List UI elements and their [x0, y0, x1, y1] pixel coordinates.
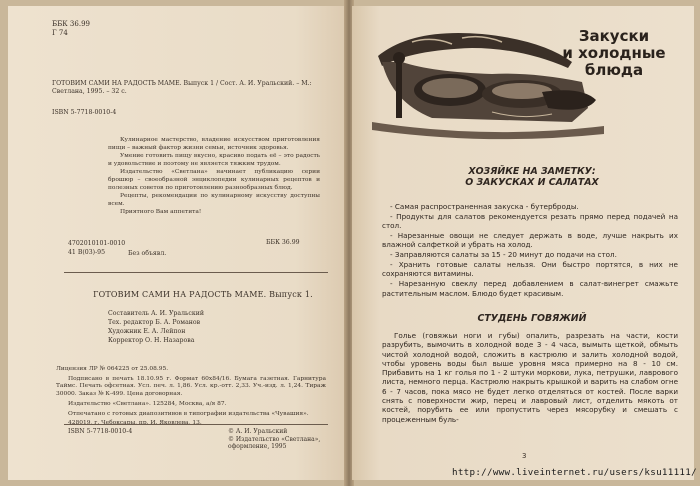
bbk-code-top: ББК 36.99 Г 74 [52, 20, 90, 37]
list-item: - Нарезанную свеклу перед добавлением в салат-винегрет смажьте растительным маслом. Блюдо будет красивым. [382, 279, 678, 298]
watermark-url: http://www.liveinternet.ru/users/ksu11111/ [452, 467, 697, 478]
list-item: - Нарезанные овощи не следует держать в воде, лучше накрыть их влажной салфеткой и убрать на холод. [382, 231, 678, 250]
page-number: 3 [522, 452, 527, 460]
bibliographic-record: ГОТОВИМ САМИ НА РАДОСТЬ МАМЕ. Выпуск 1 / Сост. А. И. Уральский. – М.: Светлана, 1995. – 32 с. [52, 80, 312, 95]
recipe-text: Голье (говяжьи ноги и губы) опалить, разрезать на части, кости разрубить, вымочить в холодной воде 3 - 4 часа, вымыть щеткой, обмыть чистой холодной водой, сложить в кастрюлю и залить холодной водой, чтобы уровень воды был выше уровня мяса примерно на 8 - 10 см. Прибавить на 1 кг голья по 1 - 2 штуки моркови, лука, петрушки, лаврового листа, немного перца. Кастрюлю накрыть крышкой и варить на слабом огне 6 - 7 часов, пока мясо не будет легко отделяться от костей. После варки снять с поверхности жир, перец и лавровый лист, отделить мякоть от костей, порубить ее или пропустить через мясорубку и смешать с процеженным буль- [382, 331, 678, 424]
annotation: Кулинарное мастерство, владение искусством приготовления пищи – важный фактор жизни семьи, источник здоровья. Умение готовить пищу вкусно, красиво подать её – это радость и удовольствие и поэтому не является тяжким трудом. Издательство «Светлана» начинает публикацию серии брошюр – своеобразной энциклопедии кулинарных рецептов и полезных советов по приготовлению разнообразных блюд. Рецепты, рекомендации по кулинарному искусству доступны всем. Приятного Вам аппетита! [108, 137, 320, 216]
isbn-top: ISBN 5-7718-0010-4 [52, 109, 117, 116]
right-page-chapter [352, 6, 694, 480]
isbn-bottom: ISBN 5-7718-0010-4 [68, 428, 133, 435]
tips-list [382, 202, 678, 299]
chapter-title: Закуски и холодные блюда [562, 27, 666, 79]
print-info: Лицензия ЛР № 064225 от 25.08.95. Подписано в печать 18.10.95 г. Формат 60х84/16. Бумага газетная. Гарнитура Таймс. Печать офсетная. Усл. печ. л. 1,86. Усл. кр.-отт. 2,33. Уч.-изд. л. 1,24. Тираж 30000. Заказ № К-499. Цена договорная. Издательство «Светлана». 125284, Москва, а/я 87. Отпечатано с готовых диапозитивов в типографии издательства «Чувашия». 428019, г. Чебоксары, пр. И. Яковлева, 13. [56, 366, 326, 427]
divider [64, 424, 328, 425]
index-code: 4702010101-0010 41 В(03)-95 [68, 240, 126, 256]
list-item: - Хранить готовые салаты нельзя. Они быстро портятся, в них не сохраняются витамины. [382, 260, 678, 279]
bbk-code-right: ББК 36.99 [266, 239, 300, 246]
list-item: - Продукты для салатов рекомендуется резать прямо перед подачей на стол. [382, 212, 678, 231]
section-title-recipe: СТУДЕНЬ ГОВЯЖИЙ [477, 313, 587, 324]
without-announcement: Без объявл. [128, 250, 167, 257]
book-title: ГОТОВИМ САМИ НА РАДОСТЬ МАМЕ. Выпуск 1. [93, 290, 313, 299]
divider [64, 272, 328, 273]
section-title-tips: ХОЗЯЙКЕ НА ЗАМЕТКУ: О ЗАКУСКАХ И САЛАТАХ [465, 166, 599, 188]
copyright: © А. И. Уральский © Издательство «Светлана», оформление, 1995 [228, 428, 346, 451]
credits: Составитель А. И. Уральский Тех. редактор Б. А. Романов Художник Е. А. Лейпон Корректор О. Н. Назарова [108, 310, 204, 344]
list-item: - Заправляются салаты за 15 - 20 минут до подачи на стол. [382, 250, 678, 259]
list-item: - Самая распространенная закуска - бутерброды. [382, 202, 678, 211]
left-page-imprint [8, 6, 346, 480]
